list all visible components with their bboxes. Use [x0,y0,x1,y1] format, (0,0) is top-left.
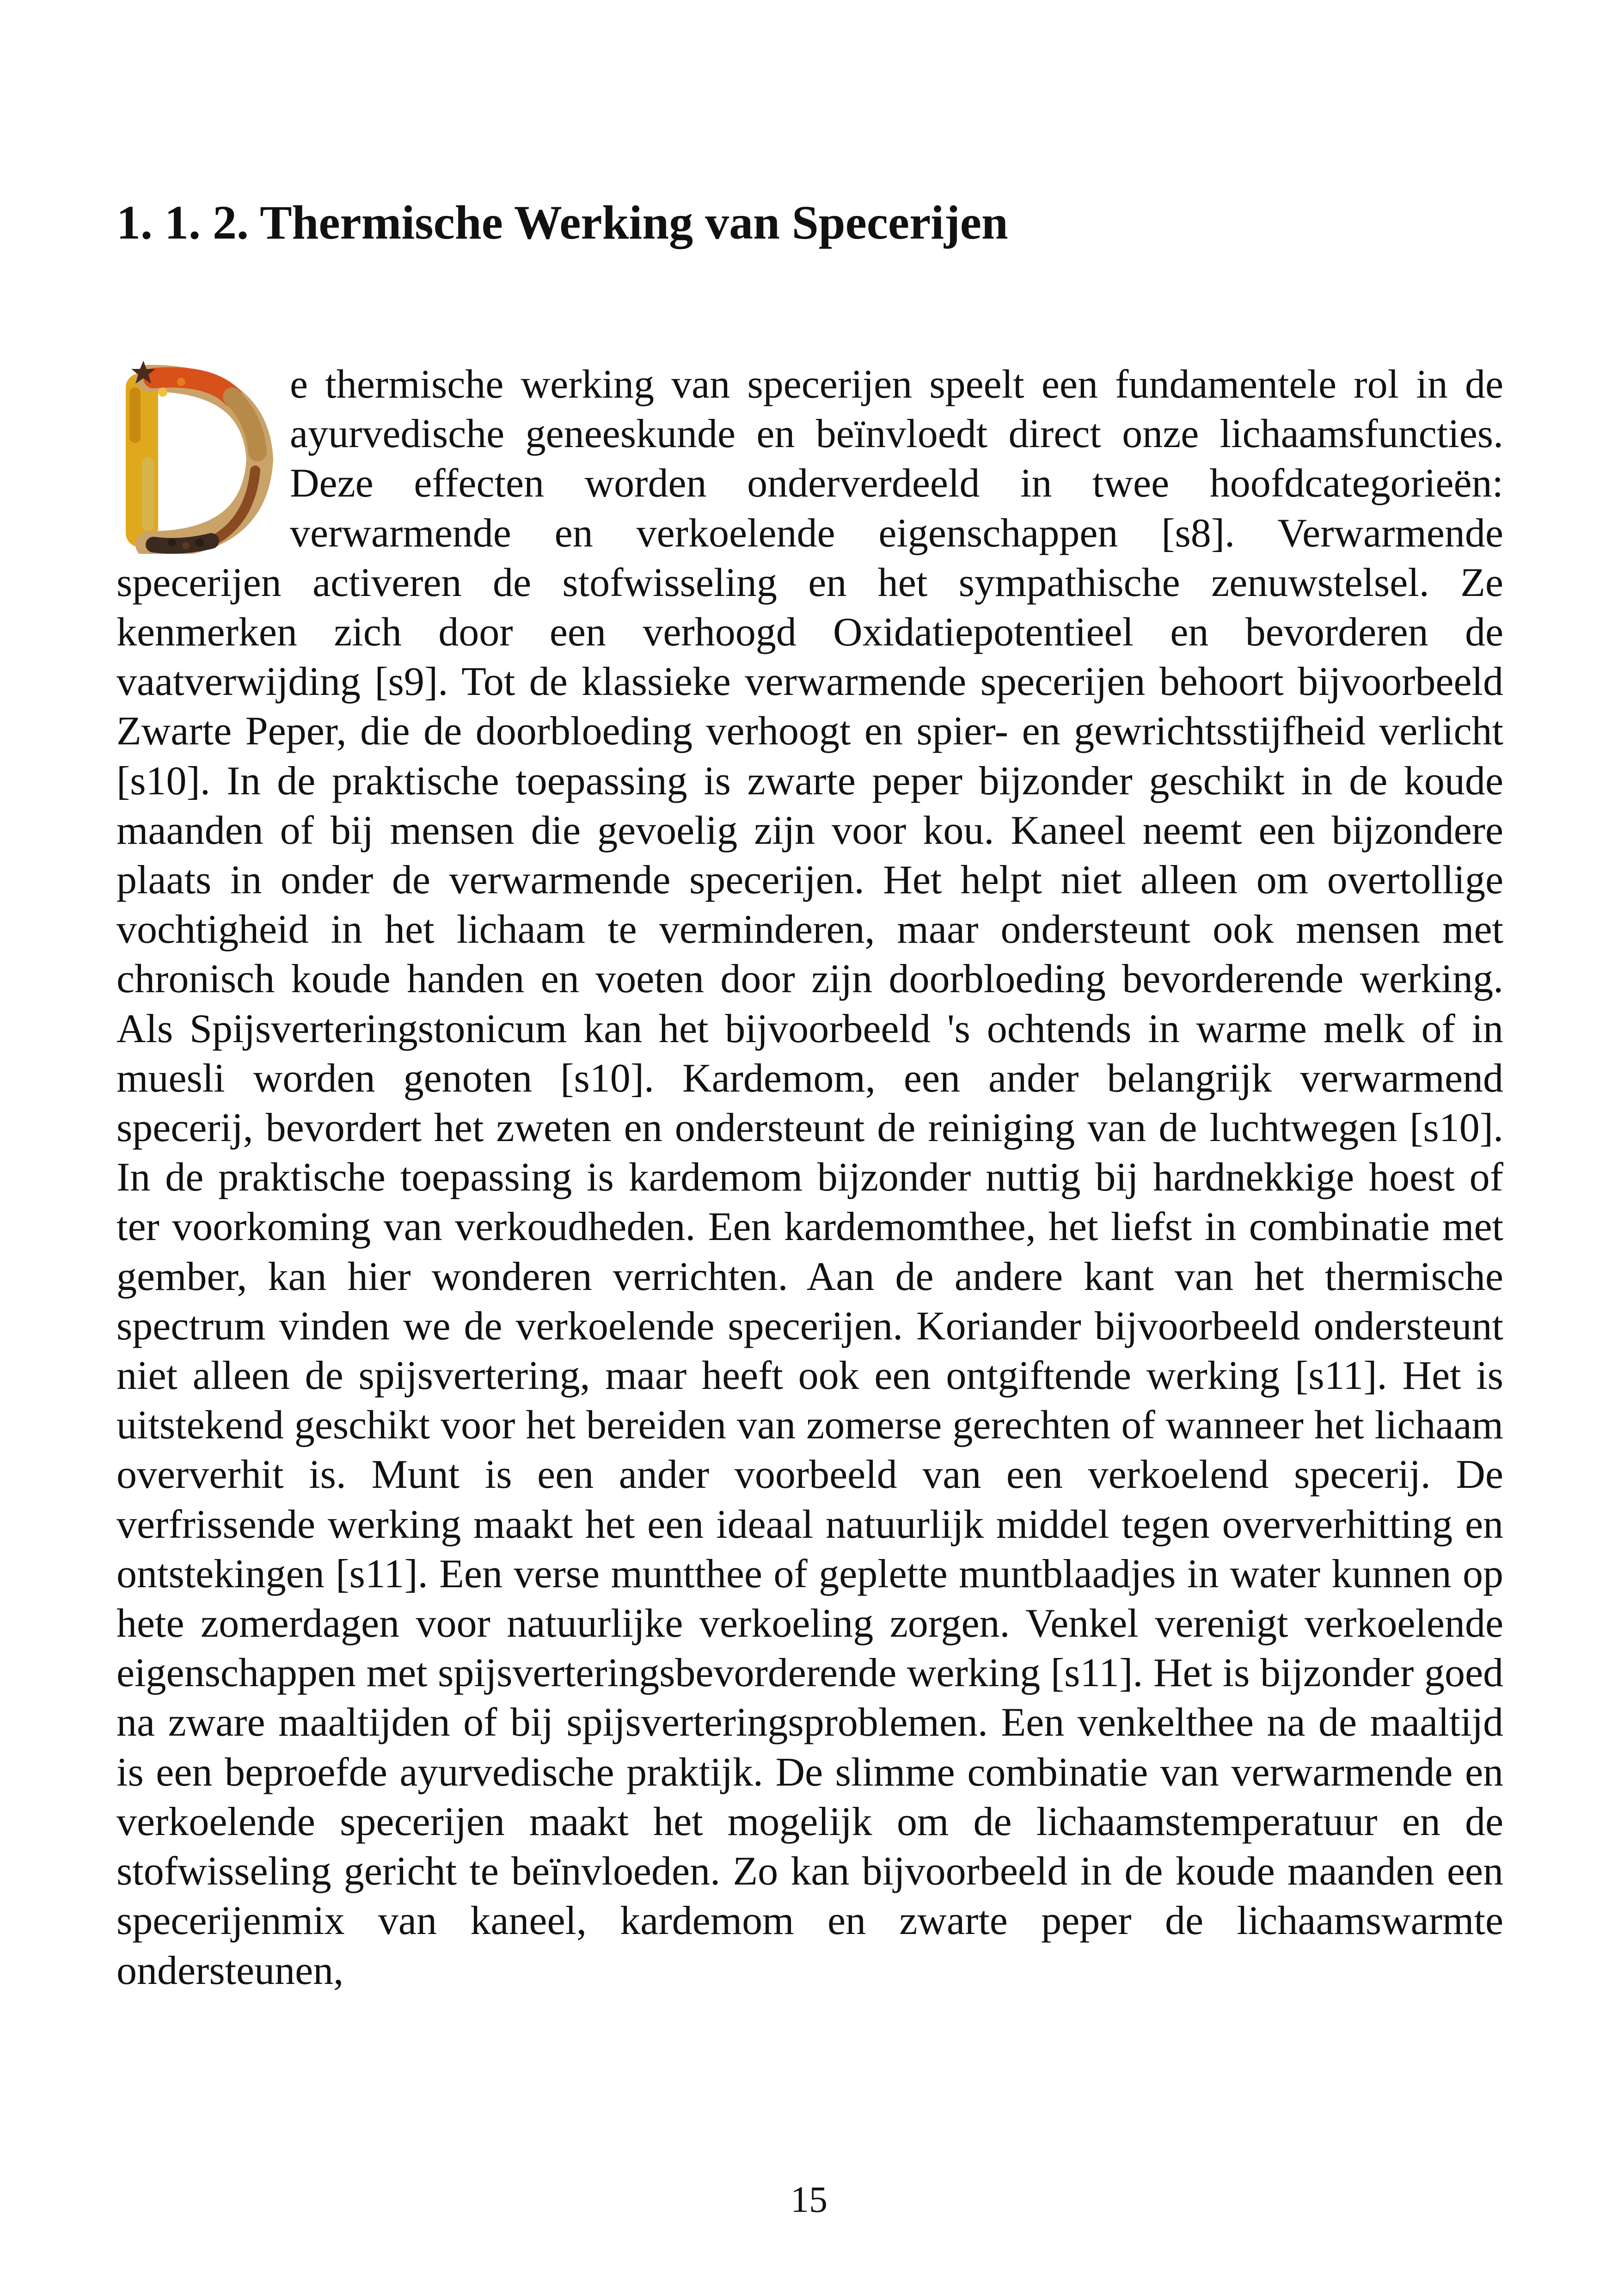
peppercorn-icon [168,538,176,546]
spice-drop-cap-image [116,360,281,554]
ginger-root [142,457,154,531]
spice-letter-d-illustration [116,360,281,554]
seed-icon [158,387,167,397]
peppercorn-icon [196,539,204,547]
body-paragraph [116,360,1503,1995]
body-text-content: e thermische werking van specerijen speelt een fundamentele rol in de ayurvedische geneeskunde en beïnvloedt direct onze lichaamsfuncties. Deze effecten worden onderverdeeld in twee hoofdcategorieën: verwarmende en verkoelende eigenschappen [s8]. Verwarmende specerijen activeren de stofwisseling en het sympathische zenuwstelsel. Ze kenmerken zich door een verhoogd Oxidatiepotentieel en bevorderen de vaatverwijding [s9]. Tot de klassieke verwarmende specerijen behoort bijvoorbeeld Zwarte Peper, die de doorbloeding verhoogt en spier- en gewrichtsstijfheid verlicht [s10]. In de praktische toepassing is zwarte peper bijzonder geschikt in de koude maanden of bij mensen die gevoelig zijn voor kou. Kaneel neemt een bijzondere plaats in onder de verwarmende specerijen. Het helpt niet alleen om overtollige vochtigheid in het lichaam te verminderen, maar ondersteunt ook mensen met chronisch koude handen en voeten door zijn doorbloeding bevorderende werking. Als Spijsverteringstonicum kan het bijvoorbeeld 's ochtends in warme melk of in muesli worden genoten [s10]. Kardemom, een ander belangrijk verwarmend specerij, bevordert het zweten en ondersteunt de reiniging van de luchtwegen [s10]. In de praktische toepassing is kardemom bijzonder nuttig bij hardnekkige hoest of ter voorkoming van verkoudheden. Een kardemomthee, het liefst in combinatie met gember, kan hier wonderen verrichten. Aan de andere kant van het thermische spectrum vinden we de verkoelende specerijen. Koriander bijvoorbeeld ondersteunt niet alleen de spijsvertering, maar heeft ook een ontgiftende werking [s11]. Het is uitstekend geschikt voor het bereiden van zomerse gerechten of wanneer het lichaam oververhit is. Munt is een ander voorbeeld van een verkoelend specerij. De verfrissende werking maakt het een ideaal natuurlijk middel tegen oververhitting en ontstekingen [s11]. Een verse muntthee of geplette muntblaadjes in water kunnen op hete zomerdagen voor natuurlijke verkoeling zorgen. Venkel verenigt verkoelende eigenschappen met spijsverteringsbevorderende werking [s11]. Het is bijzonder goed na zware maaltijden of bij spijsverteringsproblemen. Een venkelthee na de maaltijd is een beproefde ayurvedische praktijk. De slimme combinatie van verwarmende en verkoelende specerijen maakt het mogelijk om de lichaamstemperatuur en de stofwisseling gericht te beïnvloeden. Zo kan bijvoorbeeld in de koude maanden een specerijenmix van kaneel, kardemom en zwarte peper de lichaamswarmte ondersteunen, [116,362,1503,1993]
seed-icon [177,378,185,386]
section-heading: 1. 1. 2. Thermische Werking van Specerijen [116,196,1008,249]
page-number: 15 [791,2179,827,2220]
peppercorn-icon [182,542,190,549]
turmeric-root [129,387,141,443]
